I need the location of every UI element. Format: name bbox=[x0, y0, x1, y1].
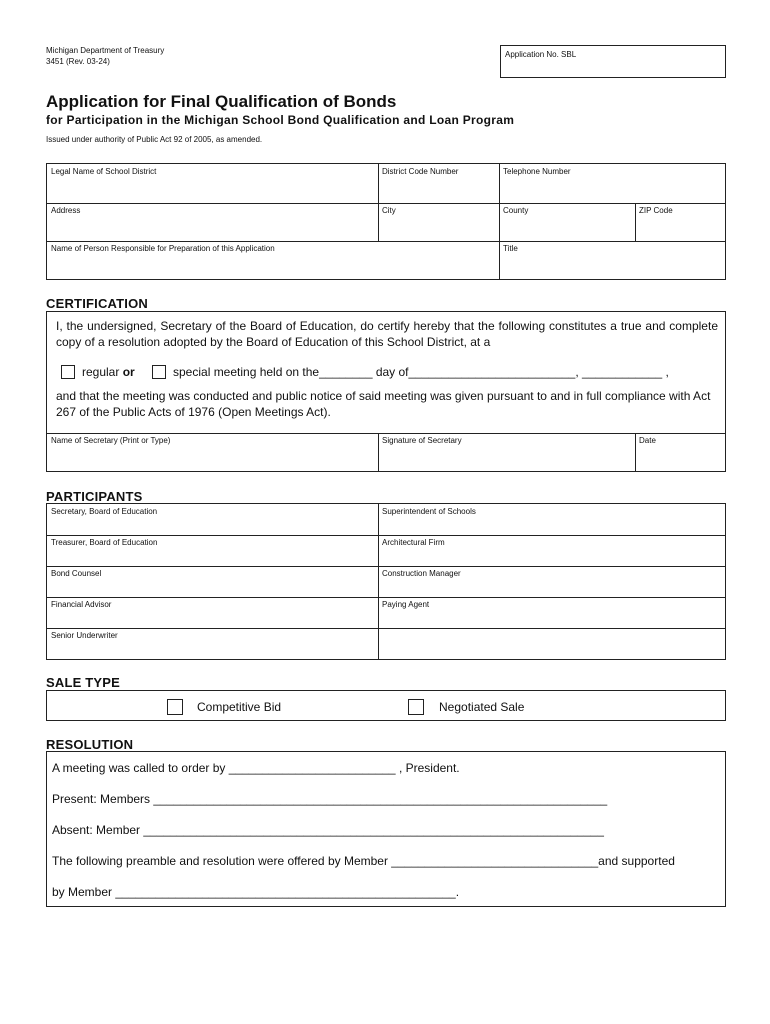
sale-type-box bbox=[46, 690, 726, 721]
participant-field-paying-agent[interactable] bbox=[378, 597, 725, 628]
participant-label: Architectural Firm bbox=[382, 538, 445, 547]
telephone-field[interactable] bbox=[499, 164, 725, 203]
negotiated-sale-checkbox[interactable] bbox=[408, 698, 424, 716]
city-label: City bbox=[382, 206, 396, 215]
negotiated-sale-label: Negotiated Sale bbox=[439, 700, 525, 714]
participant-label: Secretary, Board of Education bbox=[51, 507, 158, 516]
secretary-name-field[interactable] bbox=[47, 433, 378, 471]
participant-label: Paying Agent bbox=[382, 600, 430, 609]
district-info-grid bbox=[46, 163, 726, 280]
called-to-order-line[interactable]: A meeting was called to order by _________________________ , President. bbox=[52, 761, 460, 775]
form-authority: Issued under authority of Public Act 92 of 2005, as amended. bbox=[46, 135, 263, 144]
county-field[interactable] bbox=[499, 203, 635, 241]
present-members-line[interactable]: Present: Members ____________________________________________________________________ bbox=[52, 792, 608, 806]
special-meeting-line[interactable]: special meeting held on the________ day of_________________________, ____________ , bbox=[173, 365, 669, 379]
form-title: Application for Final Qualification of Bonds bbox=[46, 92, 397, 111]
regular-label: regular bbox=[82, 365, 120, 379]
district-code-label: District Code Number bbox=[382, 167, 459, 176]
competitive-bid-label: Competitive Bid bbox=[197, 700, 282, 714]
application-number-field[interactable] bbox=[500, 45, 726, 78]
participant-field-architectural-firm[interactable] bbox=[378, 535, 725, 566]
participant-label: Superintendent of Schools bbox=[382, 507, 476, 516]
preparer-label: Name of Person Responsible for Preparation of this Application bbox=[51, 244, 275, 253]
participant-field-blank[interactable] bbox=[378, 628, 725, 659]
county-label: County bbox=[503, 206, 529, 215]
participant-field-superintendent[interactable] bbox=[378, 504, 725, 535]
competitive-bid-checkbox[interactable] bbox=[167, 698, 183, 716]
resolution-heading: RESOLUTION bbox=[46, 737, 134, 752]
preparer-field[interactable] bbox=[47, 241, 499, 280]
secretary-signature-label: Signature of Secretary bbox=[382, 436, 462, 445]
participant-label: Senior Underwriter bbox=[51, 631, 118, 640]
district-code-field[interactable] bbox=[378, 164, 499, 203]
supported-by-line[interactable]: by Member ___________________________________________________. bbox=[52, 885, 460, 899]
zip-label: ZIP Code bbox=[639, 206, 673, 215]
legal-name-field[interactable] bbox=[47, 164, 378, 203]
form-revision: 3451 (Rev. 03-24) bbox=[46, 57, 110, 66]
participants-heading: PARTICIPANTS bbox=[46, 489, 143, 504]
date-label: Date bbox=[639, 436, 656, 445]
participant-label: Treasurer, Board of Education bbox=[51, 538, 158, 547]
or-label: or bbox=[122, 365, 135, 379]
title-field[interactable] bbox=[499, 241, 725, 280]
zip-field[interactable] bbox=[635, 203, 725, 241]
offered-by-line[interactable]: The following preamble and resolution were offered by Member _______________________________and supported bbox=[52, 854, 675, 868]
participant-field-financial-advisor[interactable] bbox=[47, 597, 378, 628]
absent-member-line[interactable]: Absent: Member _____________________________________________________________________ bbox=[52, 823, 604, 837]
special-checkbox[interactable] bbox=[152, 363, 166, 381]
telephone-label: Telephone Number bbox=[503, 167, 571, 176]
participant-field-treasurer[interactable] bbox=[47, 535, 378, 566]
city-field[interactable] bbox=[378, 203, 499, 241]
address-label: Address bbox=[51, 206, 81, 215]
secretary-name-label: Name of Secretary (Print or Type) bbox=[51, 436, 171, 445]
participant-field-construction-manager[interactable] bbox=[378, 566, 725, 597]
address-field[interactable] bbox=[47, 203, 378, 241]
certification-text: I, the undersigned, Secretary of the Board of Education, do certify hereby that the following constitutes a true and complete copy of a resolution adopted by the Board of Education of this School District, at a bbox=[56, 319, 718, 349]
department-name: Michigan Department of Treasury bbox=[46, 46, 165, 55]
certification-compliance-text: and that the meeting was conducted and public notice of said meeting was given pursuant to and in full compliance with Act 267 of the Public Acts of 1976 (Open Meetings Act). bbox=[56, 389, 711, 419]
participant-label: Construction Manager bbox=[382, 569, 461, 578]
secretary-signature-field[interactable] bbox=[378, 433, 635, 471]
certification-heading: CERTIFICATION bbox=[46, 296, 149, 311]
participant-label: Bond Counsel bbox=[51, 569, 102, 578]
resolution-box bbox=[46, 751, 726, 907]
title-label: Title bbox=[503, 244, 518, 253]
certification-box bbox=[46, 311, 726, 472]
form-subtitle: for Participation in the Michigan School Bond Qualification and Loan Program bbox=[46, 113, 515, 127]
participant-field-bond-counsel[interactable] bbox=[47, 566, 378, 597]
participants-grid bbox=[46, 503, 726, 660]
participant-field-secretary[interactable] bbox=[47, 504, 378, 535]
application-number-label: Application No. SBL bbox=[505, 50, 577, 59]
date-field[interactable] bbox=[635, 433, 725, 471]
sale-type-heading: SALE TYPE bbox=[46, 675, 121, 690]
legal-name-label: Legal Name of School District bbox=[51, 167, 157, 176]
participant-field-senior-underwriter[interactable] bbox=[47, 628, 378, 659]
participant-label: Financial Advisor bbox=[51, 600, 112, 609]
regular-checkbox[interactable] bbox=[61, 363, 75, 381]
